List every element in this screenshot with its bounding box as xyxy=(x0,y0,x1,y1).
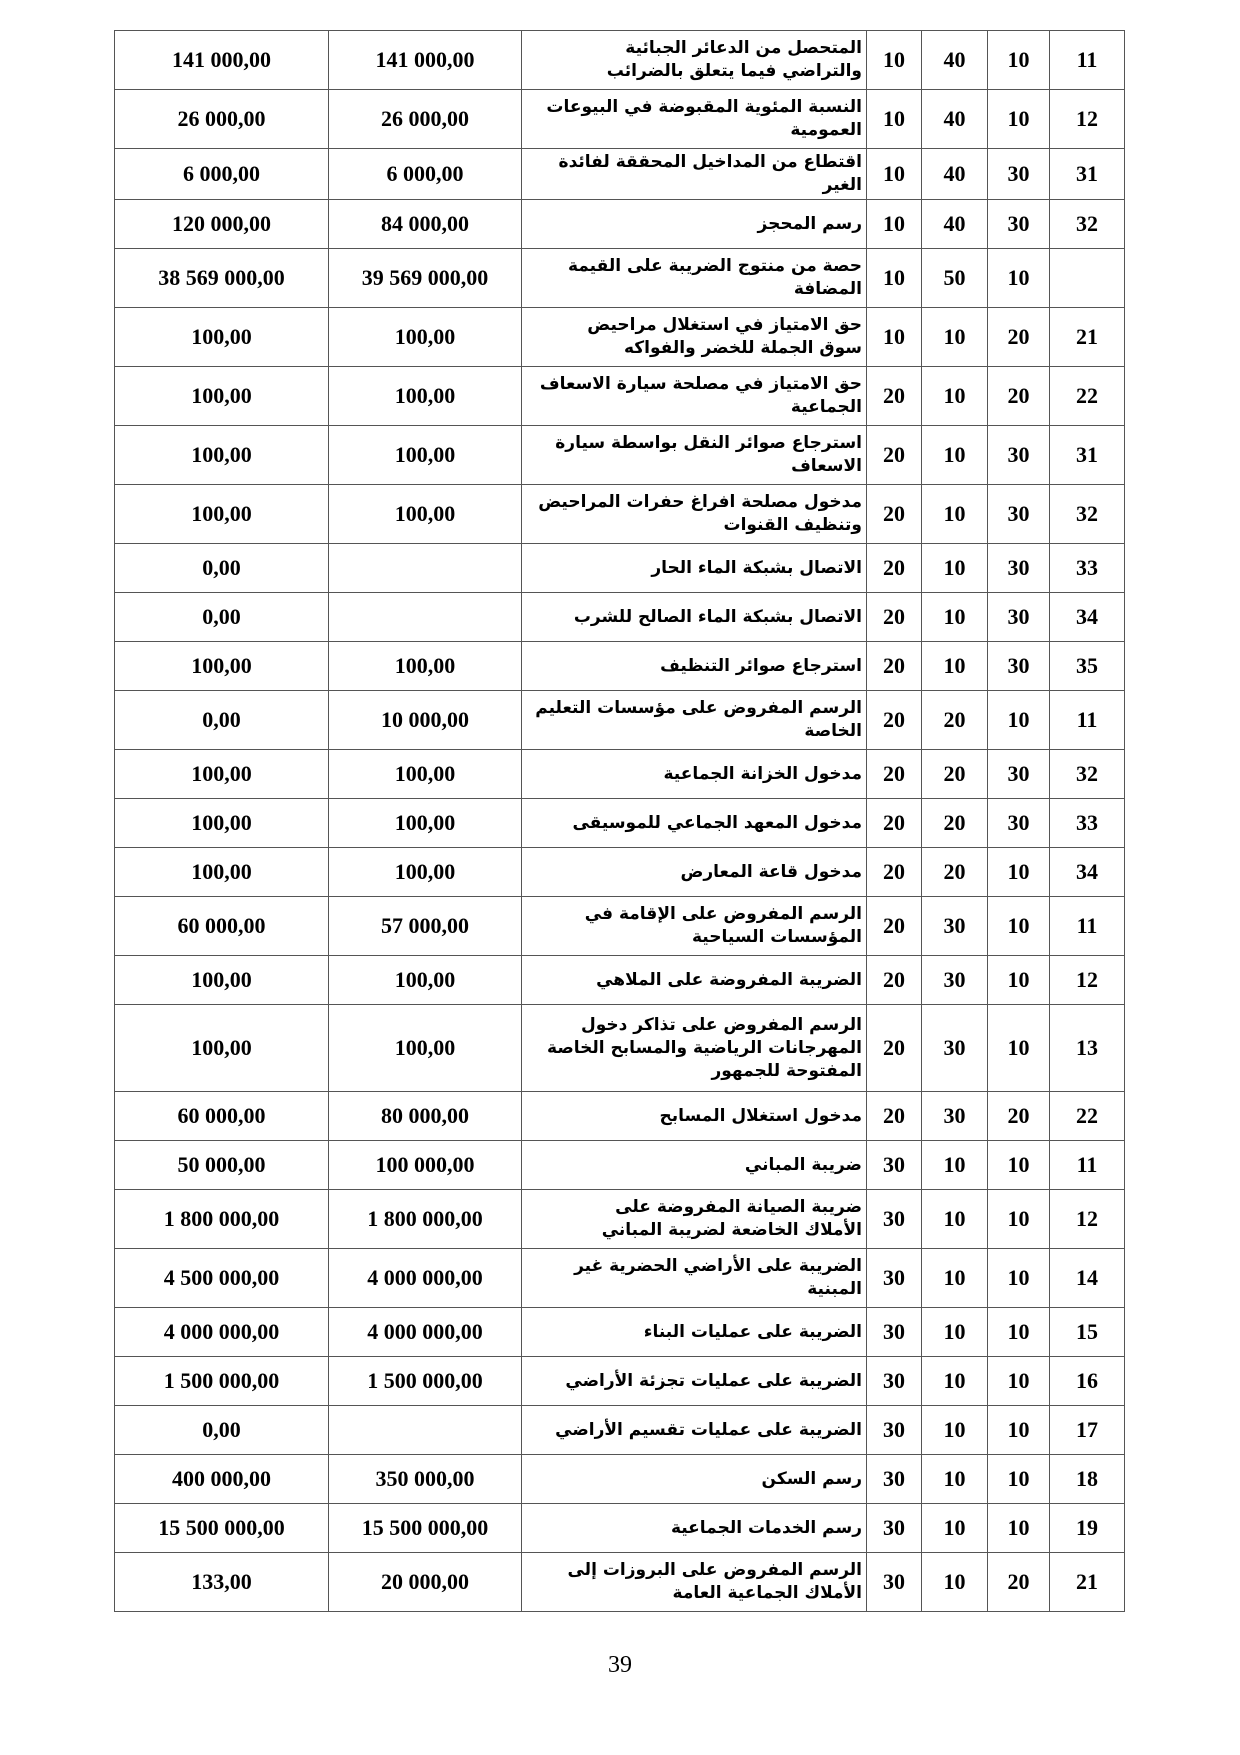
code-item-cell: 32 xyxy=(1050,200,1125,249)
code-item-cell: 33 xyxy=(1050,799,1125,848)
code-item-cell: 35 xyxy=(1050,642,1125,691)
code-article-cell: 20 xyxy=(867,544,922,593)
code-article-cell: 20 xyxy=(867,485,922,544)
amount-current-cell: 100,00 xyxy=(329,848,522,897)
code-item-cell: 31 xyxy=(1050,426,1125,485)
code-line-cell: 10 xyxy=(988,31,1050,90)
code-line-cell: 10 xyxy=(988,1308,1050,1357)
code-line-cell: 10 xyxy=(988,1406,1050,1455)
code-item-cell: 11 xyxy=(1050,1141,1125,1190)
code-paragraph-cell: 10 xyxy=(922,1406,988,1455)
revenue-label-cell: استرجاع صوائر النقل بواسطة سيارة الاسعاف xyxy=(522,426,867,485)
amount-previous-cell: 0,00 xyxy=(115,544,329,593)
code-line-cell: 10 xyxy=(988,1357,1050,1406)
code-line-cell: 10 xyxy=(988,956,1050,1005)
code-paragraph-cell: 10 xyxy=(922,544,988,593)
revenue-label-cell: الاتصال بشبكة الماء الحار xyxy=(522,544,867,593)
table-row xyxy=(115,750,1125,799)
revenue-label-cell: استرجاع صوائر التنظيف xyxy=(522,642,867,691)
code-paragraph-cell: 10 xyxy=(922,308,988,367)
table-row xyxy=(115,1308,1125,1357)
code-line-cell: 10 xyxy=(988,249,1050,308)
revenue-label-cell: الضريبة على الأراضي الحضرية غير المبنية xyxy=(522,1249,867,1308)
code-article-cell: 10 xyxy=(867,308,922,367)
code-paragraph-cell: 10 xyxy=(922,1141,988,1190)
code-article-cell: 20 xyxy=(867,956,922,1005)
code-paragraph-cell: 20 xyxy=(922,691,988,750)
amount-previous-cell: 100,00 xyxy=(115,799,329,848)
revenue-label-cell: رسم السكن xyxy=(522,1455,867,1504)
amount-previous-cell: 0,00 xyxy=(115,593,329,642)
revenue-label-cell: الرسم المفروض على تذاكر دخول المهرجانات الرياضية والمسابح الخاصة المفتوحة للجمهور xyxy=(522,1005,867,1092)
code-article-cell: 30 xyxy=(867,1455,922,1504)
code-paragraph-cell: 10 xyxy=(922,367,988,426)
code-article-cell: 20 xyxy=(867,367,922,426)
code-article-cell: 30 xyxy=(867,1141,922,1190)
table-row xyxy=(115,1504,1125,1553)
revenue-label-cell: الرسم المفروض على البروزات إلى الأملاك الجماعية العامة xyxy=(522,1553,867,1612)
code-article-cell: 20 xyxy=(867,848,922,897)
revenue-label-cell: حصة من منتوج الضريبة على القيمة المضافة xyxy=(522,249,867,308)
amount-current-cell: 100,00 xyxy=(329,750,522,799)
revenue-label-cell: ضريبة الصيانة المفروضة على الأملاك الخاضعة لضريبة المباني xyxy=(522,1190,867,1249)
amount-previous-cell: 6 000,00 xyxy=(115,149,329,200)
table-row xyxy=(115,1455,1125,1504)
amount-previous-cell: 60 000,00 xyxy=(115,1092,329,1141)
code-paragraph-cell: 10 xyxy=(922,1249,988,1308)
revenue-label-cell: ضريبة المباني xyxy=(522,1141,867,1190)
amount-current-cell: 15 500 000,00 xyxy=(329,1504,522,1553)
code-paragraph-cell: 10 xyxy=(922,593,988,642)
code-article-cell: 20 xyxy=(867,799,922,848)
amount-previous-cell: 0,00 xyxy=(115,1406,329,1455)
code-paragraph-cell: 10 xyxy=(922,426,988,485)
amount-current-cell: 4 000 000,00 xyxy=(329,1308,522,1357)
amount-previous-cell: 50 000,00 xyxy=(115,1141,329,1190)
code-item-cell: 12 xyxy=(1050,956,1125,1005)
code-article-cell: 20 xyxy=(867,897,922,956)
code-item-cell: 22 xyxy=(1050,1092,1125,1141)
amount-current-cell: 100,00 xyxy=(329,642,522,691)
code-item-cell: 11 xyxy=(1050,897,1125,956)
table-row xyxy=(115,1190,1125,1249)
code-item-cell: 14 xyxy=(1050,1249,1125,1308)
code-line-cell: 30 xyxy=(988,426,1050,485)
code-item-cell: 32 xyxy=(1050,750,1125,799)
code-item-cell: 11 xyxy=(1050,31,1125,90)
code-article-cell: 20 xyxy=(867,642,922,691)
revenue-label-cell: المتحصل من الدعائر الجبائية والتراضي فيما يتعلق بالضرائب xyxy=(522,31,867,90)
code-article-cell: 10 xyxy=(867,149,922,200)
code-paragraph-cell: 30 xyxy=(922,1005,988,1092)
amount-current-cell: 1 800 000,00 xyxy=(329,1190,522,1249)
table-row xyxy=(115,956,1125,1005)
code-paragraph-cell: 10 xyxy=(922,1455,988,1504)
code-line-cell: 10 xyxy=(988,691,1050,750)
amount-previous-cell: 100,00 xyxy=(115,956,329,1005)
revenue-label-cell: اقتطاع من المداخيل المحققة لفائدة الغير xyxy=(522,149,867,200)
code-line-cell: 10 xyxy=(988,1455,1050,1504)
amount-previous-cell: 400 000,00 xyxy=(115,1455,329,1504)
amount-current-cell: 100,00 xyxy=(329,426,522,485)
code-article-cell: 20 xyxy=(867,750,922,799)
table-row xyxy=(115,31,1125,90)
amount-previous-cell: 4 000 000,00 xyxy=(115,1308,329,1357)
amount-current-cell: 84 000,00 xyxy=(329,200,522,249)
amount-previous-cell: 0,00 xyxy=(115,691,329,750)
amount-previous-cell: 38 569 000,00 xyxy=(115,249,329,308)
code-item-cell: 31 xyxy=(1050,149,1125,200)
amount-previous-cell: 100,00 xyxy=(115,1005,329,1092)
table-row xyxy=(115,1406,1125,1455)
amount-current-cell: 6 000,00 xyxy=(329,149,522,200)
code-paragraph-cell: 20 xyxy=(922,799,988,848)
table-row xyxy=(115,308,1125,367)
amount-current-cell: 100,00 xyxy=(329,799,522,848)
revenue-label-cell: الرسم المفروض على الإقامة في المؤسسات السياحية xyxy=(522,897,867,956)
amount-previous-cell: 60 000,00 xyxy=(115,897,329,956)
amount-current-cell xyxy=(329,544,522,593)
code-paragraph-cell: 10 xyxy=(922,1553,988,1612)
table-row xyxy=(115,485,1125,544)
code-line-cell: 30 xyxy=(988,200,1050,249)
amount-current-cell: 141 000,00 xyxy=(329,31,522,90)
code-paragraph-cell: 50 xyxy=(922,249,988,308)
amount-current-cell: 57 000,00 xyxy=(329,897,522,956)
amount-current-cell xyxy=(329,1406,522,1455)
code-item-cell: 32 xyxy=(1050,485,1125,544)
code-paragraph-cell: 10 xyxy=(922,1504,988,1553)
code-article-cell: 10 xyxy=(867,200,922,249)
amount-current-cell xyxy=(329,593,522,642)
amount-previous-cell: 100,00 xyxy=(115,750,329,799)
amount-previous-cell: 133,00 xyxy=(115,1553,329,1612)
code-article-cell: 20 xyxy=(867,593,922,642)
code-paragraph-cell: 40 xyxy=(922,149,988,200)
amount-previous-cell: 100,00 xyxy=(115,308,329,367)
table-row xyxy=(115,593,1125,642)
code-item-cell: 15 xyxy=(1050,1308,1125,1357)
table-row xyxy=(115,1005,1125,1092)
code-article-cell: 10 xyxy=(867,90,922,149)
code-item-cell: 33 xyxy=(1050,544,1125,593)
revenue-label-cell: رسم الخدمات الجماعية xyxy=(522,1504,867,1553)
code-line-cell: 10 xyxy=(988,1504,1050,1553)
code-item-cell: 21 xyxy=(1050,308,1125,367)
amount-current-cell: 350 000,00 xyxy=(329,1455,522,1504)
table-row xyxy=(115,544,1125,593)
code-article-cell: 10 xyxy=(867,31,922,90)
revenue-label-cell: مدخول مصلحة افراغ حفرات المراحيض وتنظيف القنوات xyxy=(522,485,867,544)
table-row xyxy=(115,1092,1125,1141)
amount-previous-cell: 100,00 xyxy=(115,367,329,426)
revenue-label-cell: مدخول استغلال المسابح xyxy=(522,1092,867,1141)
table-row xyxy=(115,1249,1125,1308)
code-item-cell: 11 xyxy=(1050,691,1125,750)
amount-current-cell: 1 500 000,00 xyxy=(329,1357,522,1406)
code-item-cell: 34 xyxy=(1050,593,1125,642)
amount-previous-cell: 120 000,00 xyxy=(115,200,329,249)
table-row xyxy=(115,200,1125,249)
table-row xyxy=(115,642,1125,691)
amount-current-cell: 80 000,00 xyxy=(329,1092,522,1141)
code-item-cell: 16 xyxy=(1050,1357,1125,1406)
amount-previous-cell: 1 800 000,00 xyxy=(115,1190,329,1249)
revenue-label-cell: رسم المحجز xyxy=(522,200,867,249)
code-line-cell: 30 xyxy=(988,750,1050,799)
revenue-label-cell: مدخول قاعة المعارض xyxy=(522,848,867,897)
code-item-cell: 21 xyxy=(1050,1553,1125,1612)
amount-current-cell: 20 000,00 xyxy=(329,1553,522,1612)
code-paragraph-cell: 10 xyxy=(922,485,988,544)
code-line-cell: 30 xyxy=(988,544,1050,593)
amount-current-cell: 100,00 xyxy=(329,367,522,426)
table-row xyxy=(115,691,1125,750)
code-line-cell: 30 xyxy=(988,485,1050,544)
code-paragraph-cell: 20 xyxy=(922,848,988,897)
code-line-cell: 20 xyxy=(988,1092,1050,1141)
code-item-cell xyxy=(1050,249,1125,308)
revenue-label-cell: حق الامتياز في استغلال مراحيض سوق الجملة للخضر والفواكه xyxy=(522,308,867,367)
code-paragraph-cell: 40 xyxy=(922,31,988,90)
code-item-cell: 17 xyxy=(1050,1406,1125,1455)
code-line-cell: 30 xyxy=(988,593,1050,642)
code-paragraph-cell: 10 xyxy=(922,1190,988,1249)
code-article-cell: 30 xyxy=(867,1406,922,1455)
table-body xyxy=(115,31,1125,1612)
code-line-cell: 10 xyxy=(988,1141,1050,1190)
amount-current-cell: 100,00 xyxy=(329,956,522,1005)
code-article-cell: 30 xyxy=(867,1553,922,1612)
code-paragraph-cell: 10 xyxy=(922,642,988,691)
code-article-cell: 20 xyxy=(867,1092,922,1141)
code-item-cell: 22 xyxy=(1050,367,1125,426)
revenue-label-cell: الضريبة المفروضة على الملاهي xyxy=(522,956,867,1005)
code-article-cell: 10 xyxy=(867,249,922,308)
table-row xyxy=(115,90,1125,149)
table-row xyxy=(115,367,1125,426)
amount-current-cell: 100,00 xyxy=(329,485,522,544)
code-article-cell: 30 xyxy=(867,1308,922,1357)
code-article-cell: 30 xyxy=(867,1249,922,1308)
code-paragraph-cell: 30 xyxy=(922,897,988,956)
page-number: 39 xyxy=(608,1652,632,1678)
amount-previous-cell: 15 500 000,00 xyxy=(115,1504,329,1553)
code-line-cell: 10 xyxy=(988,1005,1050,1092)
code-paragraph-cell: 10 xyxy=(922,1308,988,1357)
code-item-cell: 13 xyxy=(1050,1005,1125,1092)
code-line-cell: 10 xyxy=(988,90,1050,149)
code-item-cell: 18 xyxy=(1050,1455,1125,1504)
budget-revenue-table xyxy=(114,30,1125,1612)
code-item-cell: 12 xyxy=(1050,90,1125,149)
code-article-cell: 20 xyxy=(867,426,922,485)
table-row xyxy=(115,149,1125,200)
amount-previous-cell: 100,00 xyxy=(115,642,329,691)
amount-previous-cell: 141 000,00 xyxy=(115,31,329,90)
code-line-cell: 30 xyxy=(988,149,1050,200)
code-line-cell: 20 xyxy=(988,1553,1050,1612)
amount-current-cell: 10 000,00 xyxy=(329,691,522,750)
code-line-cell: 10 xyxy=(988,1249,1050,1308)
revenue-label-cell: النسبة المئوية المقبوضة في البيوعات العمومية xyxy=(522,90,867,149)
table-row xyxy=(115,1141,1125,1190)
table-row xyxy=(115,426,1125,485)
code-line-cell: 20 xyxy=(988,308,1050,367)
amount-previous-cell: 1 500 000,00 xyxy=(115,1357,329,1406)
table-row xyxy=(115,249,1125,308)
amount-current-cell: 4 000 000,00 xyxy=(329,1249,522,1308)
code-paragraph-cell: 20 xyxy=(922,750,988,799)
revenue-label-cell: الضريبة على عمليات تجزئة الأراضي xyxy=(522,1357,867,1406)
amount-previous-cell: 100,00 xyxy=(115,485,329,544)
code-line-cell: 10 xyxy=(988,848,1050,897)
amount-current-cell: 26 000,00 xyxy=(329,90,522,149)
code-article-cell: 30 xyxy=(867,1357,922,1406)
code-item-cell: 19 xyxy=(1050,1504,1125,1553)
code-paragraph-cell: 40 xyxy=(922,200,988,249)
table-row xyxy=(115,897,1125,956)
amount-previous-cell: 100,00 xyxy=(115,426,329,485)
table-row xyxy=(115,1357,1125,1406)
amount-current-cell: 100,00 xyxy=(329,1005,522,1092)
table-row xyxy=(115,799,1125,848)
amount-previous-cell: 100,00 xyxy=(115,848,329,897)
amount-current-cell: 100 000,00 xyxy=(329,1141,522,1190)
code-line-cell: 30 xyxy=(988,799,1050,848)
revenue-label-cell: الضريبة على عمليات البناء xyxy=(522,1308,867,1357)
code-line-cell: 20 xyxy=(988,367,1050,426)
code-line-cell: 30 xyxy=(988,642,1050,691)
code-paragraph-cell: 30 xyxy=(922,956,988,1005)
amount-previous-cell: 4 500 000,00 xyxy=(115,1249,329,1308)
code-article-cell: 30 xyxy=(867,1504,922,1553)
revenue-label-cell: مدخول المعهد الجماعي للموسيقى xyxy=(522,799,867,848)
code-item-cell: 12 xyxy=(1050,1190,1125,1249)
code-article-cell: 30 xyxy=(867,1190,922,1249)
revenue-label-cell: الاتصال بشبكة الماء الصالح للشرب xyxy=(522,593,867,642)
code-paragraph-cell: 10 xyxy=(922,1357,988,1406)
table-row xyxy=(115,1553,1125,1612)
revenue-label-cell: مدخول الخزانة الجماعية xyxy=(522,750,867,799)
revenue-label-cell: حق الامتياز في مصلحة سيارة الاسعاف الجماعية xyxy=(522,367,867,426)
code-article-cell: 20 xyxy=(867,1005,922,1092)
code-item-cell: 34 xyxy=(1050,848,1125,897)
revenue-label-cell: الضريبة على عمليات تقسيم الأراضي xyxy=(522,1406,867,1455)
code-paragraph-cell: 40 xyxy=(922,90,988,149)
code-paragraph-cell: 30 xyxy=(922,1092,988,1141)
amount-previous-cell: 26 000,00 xyxy=(115,90,329,149)
table-row xyxy=(115,848,1125,897)
code-line-cell: 10 xyxy=(988,897,1050,956)
code-line-cell: 10 xyxy=(988,1190,1050,1249)
amount-current-cell: 39 569 000,00 xyxy=(329,249,522,308)
revenue-label-cell: الرسم المفروض على مؤسسات التعليم الخاصة xyxy=(522,691,867,750)
amount-current-cell: 100,00 xyxy=(329,308,522,367)
code-article-cell: 20 xyxy=(867,691,922,750)
